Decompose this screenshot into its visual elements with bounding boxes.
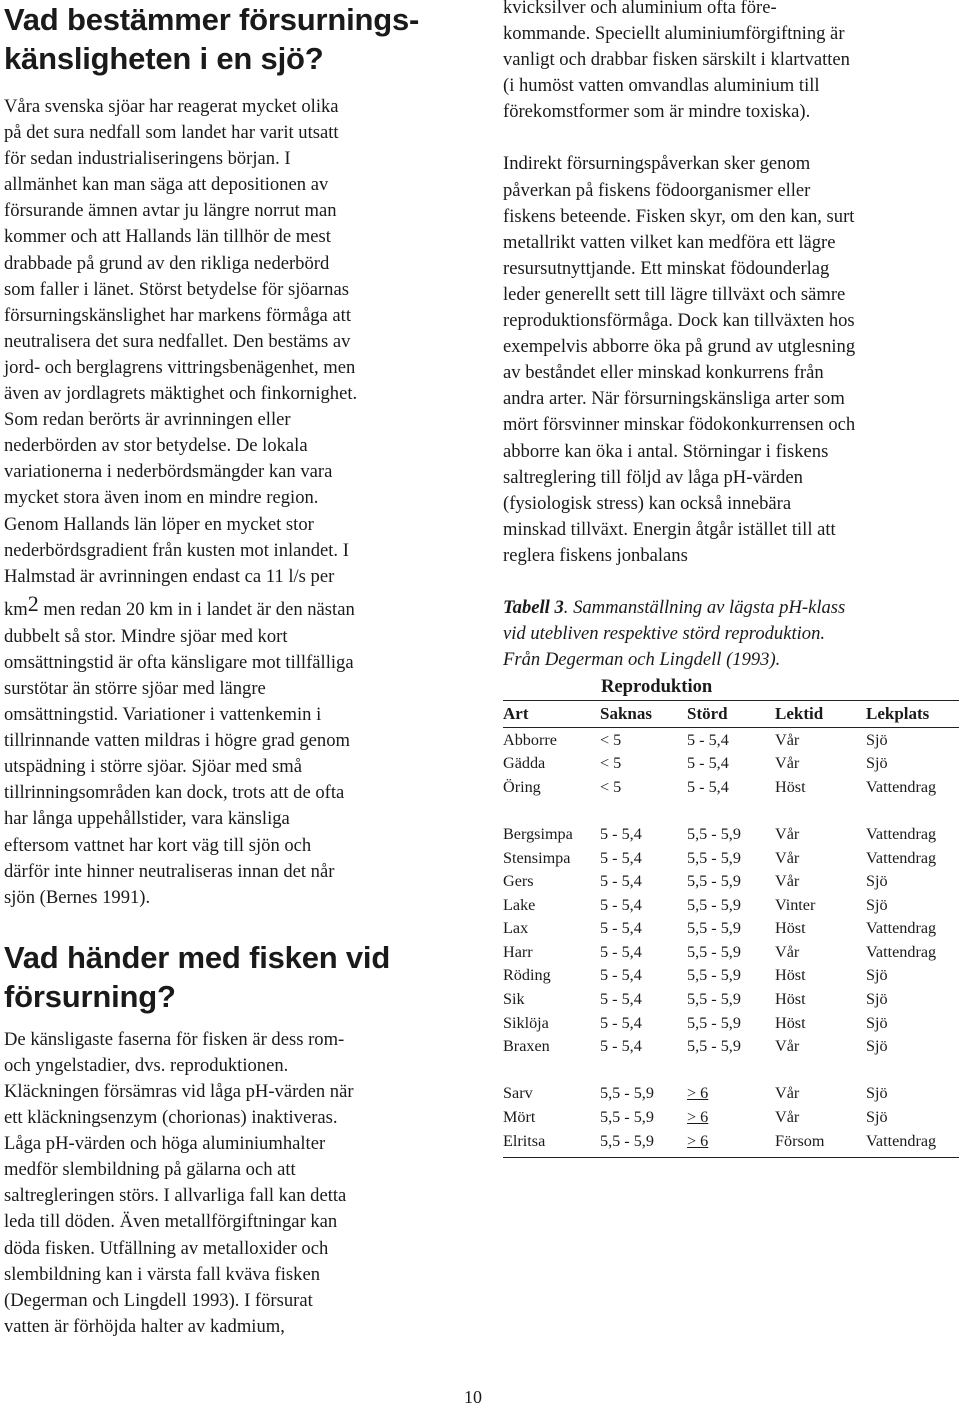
table-cell: 5,5 - 5,9 — [687, 1037, 741, 1056]
table-cell: Öring — [503, 777, 541, 796]
text-line: variationerna i nederbördsmängder kan vara — [4, 461, 333, 483]
table-cell: Stensimpa — [503, 848, 571, 867]
table-cell: < 5 — [600, 730, 622, 749]
text-line: omsättningstid. Variationer i vattenkemin i — [4, 704, 322, 726]
table-cell: 5 - 5,4 — [600, 919, 642, 938]
text-line: (Degerman och Lingdell 1993). I försurat — [4, 1289, 313, 1311]
table-cell: 5,5 - 5,9 — [687, 919, 741, 938]
column-header: Störd — [687, 704, 728, 724]
text-line: tillrinningsområden kan dock, trots att de ofta — [4, 782, 345, 804]
text-line: förekomstformer som är mindre toxiska). — [503, 101, 811, 123]
table-row — [503, 917, 959, 941]
table-cell: Sjö — [866, 990, 888, 1009]
text-line: Kläckningen försämras vid låga pH-värden när — [4, 1081, 354, 1102]
table-cell: 5,5 - 5,9 — [600, 1084, 654, 1103]
table-cell: Sjö — [866, 1013, 888, 1032]
heading-line: Vad händer med fisken vid — [4, 939, 391, 975]
table-cell — [687, 1106, 775, 1130]
text-line: kommande. Speciellt aluminiumförgiftning är — [503, 23, 845, 45]
text-line: döda fisken. Utfällning av metalloxider och — [4, 1237, 329, 1259]
table-cell: 5,5 - 5,9 — [600, 1131, 654, 1150]
table-cell: < 5 — [600, 754, 622, 773]
paragraph-sensitivity — [4, 94, 444, 911]
table-cell: 5 - 5,4 — [687, 730, 729, 749]
table-cell: 5,5 - 5,9 — [687, 872, 741, 891]
text-line: mört försvinner minskar födokonkurrensen och — [503, 414, 856, 436]
text-line: därför inte hinner neutraliseras innan det når — [4, 860, 335, 882]
table-cell: Sjö — [866, 895, 888, 914]
table-cell: Vattendrag — [866, 777, 937, 796]
table-cell: Gädda — [503, 754, 546, 773]
text-line: resursutnyttjande. Ett minskat födounderlag — [503, 257, 830, 279]
table-group-header: Reproduktion — [601, 676, 713, 698]
text-line: neutralisera det sura nedfallet. Den bestäms av — [4, 330, 351, 352]
table-row — [503, 964, 959, 988]
table-row — [503, 775, 959, 799]
text-line: (fysiologisk stress) kan också innebära — [503, 492, 792, 514]
table-cell: 5 - 5,4 — [600, 848, 642, 867]
table-row — [503, 1082, 959, 1106]
page-number: 10 — [464, 1387, 482, 1407]
text-line: surstötar än större sjöar med längre — [4, 677, 266, 699]
table-row — [503, 870, 959, 894]
cell-value: > 6 — [687, 1108, 709, 1127]
table-caption — [503, 595, 955, 673]
table-cell: Lake — [503, 895, 536, 914]
text-line: påverkan på fiskens födoorganismer eller — [503, 179, 811, 201]
heading-line: känsligheten i en sjö? — [4, 41, 324, 76]
table-row — [503, 752, 959, 776]
text-line: försurningskänslighet har markens förmåga att — [4, 304, 351, 326]
text-line: abborre kan öka i antal. Störningar i fiskens — [503, 440, 829, 462]
table-cell: 5,5 - 5,9 — [687, 942, 741, 961]
text-run: men redan 20 km in i landet är den nästan — [38, 598, 355, 620]
text-line: exempelvis abborre öka på grund av utglesning — [503, 336, 856, 358]
text-line: metallrikt vatten vilket kan medföra ett lägre — [503, 231, 836, 253]
text-line: ett kläckningsenzym (chorionas) inaktiveras. — [4, 1107, 338, 1129]
heading-line: Vad bestämmer försurnings- — [4, 2, 420, 37]
table-cell: Abborre — [503, 730, 557, 749]
table-row — [503, 941, 959, 965]
text-line: vanligt och drabbar fisken särskilt i klartvatten — [503, 49, 850, 71]
text-line: De känsligaste faserna för fisken är dess rom- — [4, 1028, 345, 1050]
table-header-row — [503, 701, 959, 728]
table-cell: Sjö — [866, 1037, 888, 1056]
text-line: Indirekt försurningspåverkan sker genom — [503, 153, 811, 175]
table-cell: Vår — [775, 824, 800, 843]
text-line: och yngelstadier, dvs. reproduktionen. — [4, 1054, 289, 1076]
table-cell: 5 - 5,4 — [600, 824, 642, 843]
text-line — [4, 592, 444, 626]
table-cell: 5 - 5,4 — [600, 1037, 642, 1056]
table-cell: 5 - 5,4 — [600, 1013, 642, 1032]
table-cell: < 5 — [600, 777, 622, 796]
right-column — [503, 0, 955, 1158]
table-cell: 5,5 - 5,9 — [600, 1108, 654, 1127]
table-cell: Vår — [775, 1084, 800, 1103]
table-cell: Sjö — [866, 730, 888, 749]
table-cell: Vår — [775, 1108, 800, 1127]
table-cell: 5 - 5,4 — [600, 895, 642, 914]
text-line: fiskens beteende. Fisken skyr, om den kan, surt — [503, 205, 855, 227]
text-line: mycket stora även inom en mindre region. — [4, 487, 319, 509]
table-cell: Sjö — [866, 966, 888, 985]
table-cell: 5 - 5,4 — [687, 777, 729, 796]
table-cell: Försom — [775, 1131, 825, 1150]
caption-text: . Sammanställning av lägsta pH-klass — [563, 596, 846, 618]
table-cell: Höst — [775, 919, 806, 938]
table-cell: Braxen — [503, 1037, 550, 1056]
text-line: som faller i länet. Störst betydelse för sjöarnas — [4, 278, 349, 300]
table-cell: 5,5 - 5,9 — [687, 848, 741, 867]
table-row — [503, 846, 959, 870]
group-spacer — [503, 799, 959, 823]
table-row — [503, 1129, 959, 1153]
table-cell: Vår — [775, 730, 800, 749]
cell-value: > 6 — [687, 1084, 709, 1103]
table-cell: 5,5 - 5,9 — [687, 895, 741, 914]
table-cell: Vår — [775, 872, 800, 891]
text-line: Som redan berörts är avrinningen eller — [4, 409, 291, 431]
table-cell: 5 - 5,4 — [600, 872, 642, 891]
text-line: för sedan industrialiseringens början. I — [4, 148, 291, 170]
text-line: (i humöst vatten omvandlas aluminium till — [503, 75, 820, 97]
text-line: nederbördsgradient från kusten mot inlandet. I — [4, 539, 349, 561]
table-row — [503, 823, 959, 847]
text-line: leder generellt sett till lägre tillväxt och sämre — [503, 283, 846, 305]
text-line: sjön (Bernes 1991). — [4, 886, 151, 908]
text-line: medför slembildning på gälarna och att — [4, 1159, 296, 1181]
table-cell: Sjö — [866, 1108, 888, 1127]
text-line: Låga pH-värden och höga aluminiumhalter — [4, 1133, 326, 1155]
text-line: tillrinnande vatten mildras i högre grad genom — [4, 730, 350, 752]
spacer-cell — [503, 1153, 959, 1158]
table-cell: Gers — [503, 872, 534, 891]
spacer-cell — [503, 1059, 959, 1083]
table-cell: Vår — [775, 942, 800, 961]
table-cell: Sjö — [866, 872, 888, 891]
text-line: dubbelt så stor. Mindre sjöar med kort — [4, 625, 288, 647]
text-line: minskad tillväxt. Energin åtgår istället till att — [503, 518, 836, 540]
text-line: vatten är förhöjda halter av kadmium, — [4, 1315, 285, 1337]
section-heading-sensitivity — [4, 0, 444, 78]
table-cell: Höst — [775, 990, 806, 1009]
caption-text: vid utebliven respektive störd reproduktion. — [503, 623, 826, 645]
table-cell: Mört — [503, 1108, 536, 1127]
paragraph-metals — [503, 0, 955, 125]
table-cell: Siklöja — [503, 1013, 549, 1032]
table-bottom-padding — [503, 1153, 959, 1158]
text-line: andra arter. När försurningskänsliga arter som — [503, 388, 845, 410]
text-line: försurande ämnen avtar ju längre norrut man — [4, 200, 337, 222]
column-header: Lektid — [775, 704, 824, 724]
table-body — [503, 728, 959, 1158]
table-cell: 5,5 - 5,9 — [687, 824, 741, 843]
table-cell: Vattendrag — [866, 919, 937, 938]
table-cell: Vår — [775, 848, 800, 867]
text-line: kommer och att Hallands län tillhör de mest — [4, 226, 331, 248]
table-cell: Röding — [503, 966, 551, 985]
text-line: jord- och berglagrens vittringsbenägenhet, men — [4, 356, 356, 378]
text-line: på det sura nedfall som landet har varit utsatt — [4, 122, 339, 144]
table-cell: Lax — [503, 919, 529, 938]
text-line: Halmstad är avrinningen endast ca 11 l/s per — [4, 565, 335, 587]
paragraph-indirect-effects — [503, 151, 955, 569]
table-cell: Sik — [503, 990, 525, 1009]
caption-text: Från Degerman och Lingdell (1993). — [503, 649, 781, 671]
heading-line: försurning? — [4, 978, 176, 1014]
cell-value: > 6 — [687, 1131, 709, 1150]
table-cell: 5 - 5,4 — [687, 754, 729, 773]
text-line: allmänhet kan man säga att depositionen av — [4, 174, 329, 196]
spacer-cell — [503, 799, 959, 823]
superscript: 2 — [27, 590, 39, 616]
text-line: omsättningstid är ofta känsligare mot tillfälliga — [4, 651, 354, 673]
table-cell: Sjö — [866, 754, 888, 773]
table-cell — [687, 1129, 775, 1153]
group-spacer — [503, 1059, 959, 1083]
table-cell: Vattendrag — [866, 824, 937, 843]
table-cell: 5 - 5,4 — [600, 990, 642, 1009]
table-cell: 5 - 5,4 — [600, 966, 642, 985]
table-cell: Vår — [775, 754, 800, 773]
table-cell: Elritsa — [503, 1131, 546, 1150]
text-line: eftersom vattnet har kort väg till sjön och — [4, 834, 312, 856]
table-cell: 5,5 - 5,9 — [687, 990, 741, 1009]
text-line: reproduktionsförmåga. Dock kan tillväxten hos — [503, 310, 855, 332]
table-cell: Sjö — [866, 1084, 888, 1103]
table-cell: 5,5 - 5,9 — [687, 1013, 741, 1032]
table-cell: Vattendrag — [866, 942, 937, 961]
table-row — [503, 1035, 959, 1059]
table-row — [503, 893, 959, 917]
text-line: slembildning kan i värsta fall kväva fisken — [4, 1263, 321, 1285]
table-row — [503, 1011, 959, 1035]
table-cell: Höst — [775, 1013, 806, 1032]
text-line: har långa uppehållstider, vara känsliga — [4, 808, 290, 830]
text-line: saltreglering till följd av låga pH-värden — [503, 466, 803, 488]
table-cell: Sarv — [503, 1084, 533, 1103]
unit-text: km — [4, 598, 28, 620]
column-header: Lekplats — [866, 704, 930, 724]
text-line: även av jordlagrets mäktighet och finkornighet. — [4, 383, 358, 405]
text-line: reglera fiskens jonbalans — [503, 544, 688, 566]
table-cell: Vattendrag — [866, 1131, 937, 1150]
table-cell: Harr — [503, 942, 533, 961]
column-header: Saknas — [600, 704, 652, 724]
table-cell — [687, 1082, 775, 1106]
column-header: Art — [503, 704, 529, 724]
reproduction-table — [503, 700, 959, 1158]
table-cell: Höst — [775, 777, 806, 796]
table-row — [503, 988, 959, 1012]
text-line: saltregleringen störs. I allvarliga fall kan detta — [4, 1185, 347, 1207]
section-heading-fish-effects — [4, 938, 444, 1016]
text-line: utspädning i större sjöar. Sjöar med små — [4, 756, 302, 778]
text-line: Genom Hallands län löper en mycket stor — [4, 513, 314, 535]
text-line: av beståndet eller minskad konkurrens från — [503, 362, 824, 384]
table-cell: Bergsimpa — [503, 824, 573, 843]
table-cell: 5,5 - 5,9 — [687, 966, 741, 985]
table-row — [503, 728, 959, 752]
table-cell: Vattendrag — [866, 848, 937, 867]
table-row — [503, 1106, 959, 1130]
caption-label: Tabell 3 — [503, 596, 564, 618]
text-line: leda till döden. Även metallförgiftningar kan — [4, 1211, 338, 1233]
text-line: kvicksilver och aluminium ofta före- — [503, 0, 777, 18]
table-cell: Vinter — [775, 895, 816, 914]
left-column — [4, 0, 444, 1340]
table-cell: 5 - 5,4 — [600, 942, 642, 961]
text-line: nederbörden av stor betydelse. De lokala — [4, 435, 308, 457]
text-line: drabbade på grund av den rikliga nederbörd — [4, 252, 330, 274]
table-cell: Höst — [775, 966, 806, 985]
text-line: Våra svenska sjöar har reagerat mycket olika — [4, 96, 339, 117]
table-cell: Vår — [775, 1037, 800, 1056]
paragraph-fish-effects — [4, 1027, 444, 1340]
